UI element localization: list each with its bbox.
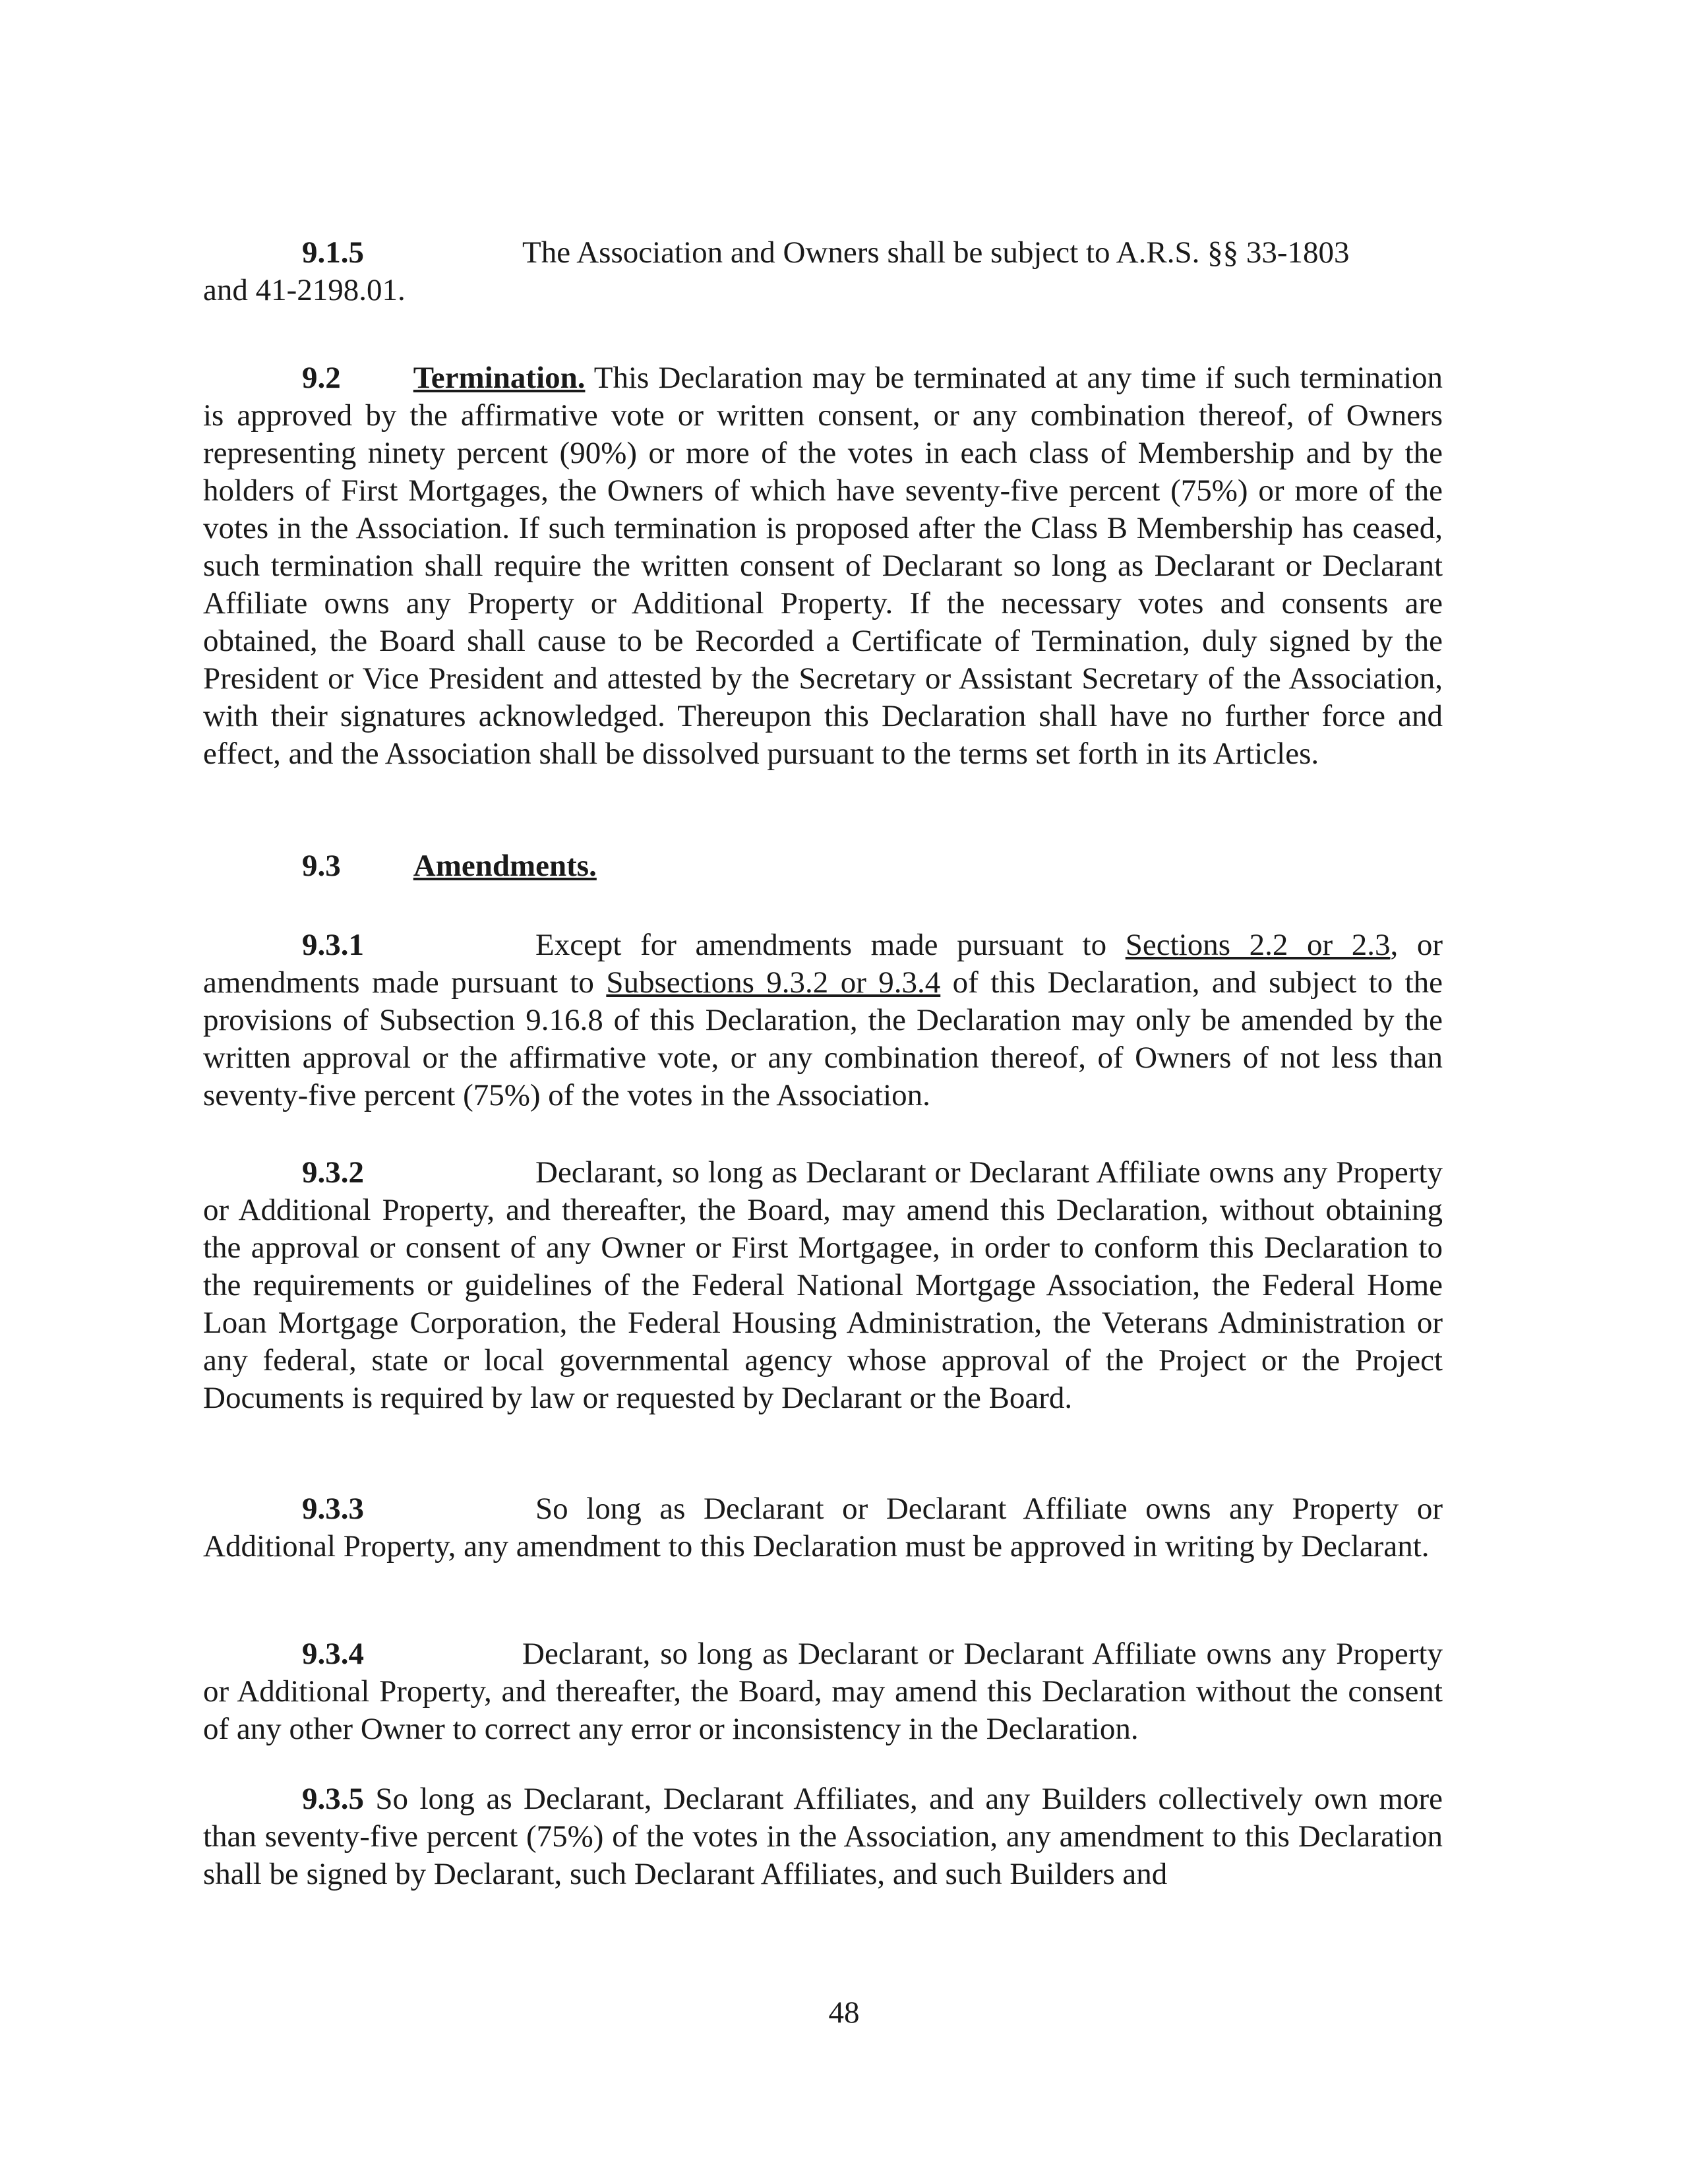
section-text-b: , or amendments made pursuant to bbox=[203, 928, 1443, 1000]
section-number: 9.2 bbox=[302, 361, 341, 395]
section-text: Declarant, so long as Declarant or Declarant Affiliate owns any Property or Additional Property, and thereafter, the Board, may amend this Declaration, without obtaining the approval or consent of any Owner or First Mortgagee, in order to conform this Declaration to the requirements or guidelines of the Federal National Mortgage Association, the Federal Home Loan Mortgage Corporation, the Federal Housing Administration, the Veterans Administration or any federal, state or local governmental agency whose approval of the Project or the Project Documents is required by law or requested by Declarant or the Board. bbox=[203, 1155, 1443, 1415]
section-number: 9.3.3 bbox=[302, 1492, 364, 1526]
section-text: The Association and Owners shall be subject to A.R.S. §§ 33-1803 bbox=[522, 235, 1350, 270]
subsections-reference-link[interactable]: Subsections 9.3.2 or 9.3.4 bbox=[606, 965, 941, 1000]
section-9-3-5 bbox=[203, 1780, 1443, 1893]
section-number: 9.3.5 bbox=[302, 1782, 364, 1816]
section-heading: Termination. bbox=[413, 361, 586, 395]
section-9-3-1 bbox=[203, 926, 1443, 1114]
section-9-2 bbox=[203, 359, 1443, 773]
page-number: 48 bbox=[828, 1995, 860, 2030]
section-number: 9.3.1 bbox=[302, 928, 364, 962]
section-text: Declarant, so long as Declarant or Declarant Affiliate owns any Property or Additional Property, and thereafter, the Board, may amend this Declaration without the consent of any other Owner to correct any error or inconsistency in the Declaration. bbox=[203, 1637, 1443, 1746]
section-number: 9.3 bbox=[302, 849, 341, 883]
section-9-3-2 bbox=[203, 1154, 1443, 1417]
section-text-a: Except for amendments made pursuant to bbox=[535, 928, 1107, 962]
section-9-1-5 bbox=[203, 234, 1443, 309]
section-number: 9.1.5 bbox=[302, 235, 364, 270]
section-heading: Amendments. bbox=[413, 849, 597, 883]
section-text: This Declaration may be terminated at any time if such termination is approved by the affirmative vote or written consent, or any combination thereof, of Owners representing ninety percent (90%) or more of the votes in each class of Membership and by the holders of First Mortgages, the Owners of which have seventy-five percent (75%) or more of the votes in the Association. If such termination is proposed after the Class B Membership has ceased, such termination shall require the written consent of Declarant so long as Declarant or Declarant Affiliate owns any Property or Additional Property. If the necessary votes and consents are obtained, the Board shall cause to be Recorded a Certificate of Termination, duly signed by the President or Vice President and attested by the Secretary or Assistant Secretary of the Association, with their signatures acknowledged. Thereupon this Declaration shall have no further force and effect, and the Association shall be dissolved pursuant to the terms set forth in its Articles. bbox=[203, 361, 1443, 771]
section-text: So long as Declarant, Declarant Affiliates, and any Builders collectively own more than seventy-five percent (75%) of the votes in the Association, any amendment to this Declaration shall be signed by Declarant, such Declarant Affiliates, and such Builders and bbox=[203, 1782, 1443, 1891]
sections-reference-link[interactable]: Sections 2.2 or 2.3 bbox=[1125, 928, 1391, 962]
section-continuation: and 41-2198.01. bbox=[203, 273, 406, 307]
section-text: So long as Declarant or Declarant Affiliate owns any Property or Additional Property, any amendment to this Declaration must be approved in writing by Declarant. bbox=[203, 1492, 1443, 1563]
section-number: 9.3.2 bbox=[302, 1155, 364, 1190]
section-text-c: of this Declaration, and subject to the provisions of Subsection 9.16.8 of this Declaration, the Declaration may only be amended by the written approval or the affirmative vote, or any combination thereof, of Owners of not less than seventy-five percent (75%) of the votes in the Association. bbox=[203, 965, 1443, 1112]
section-9-3-3 bbox=[203, 1490, 1443, 1565]
section-9-3-4 bbox=[203, 1635, 1443, 1748]
section-9-3 bbox=[203, 847, 1443, 885]
section-number: 9.3.4 bbox=[302, 1637, 364, 1671]
